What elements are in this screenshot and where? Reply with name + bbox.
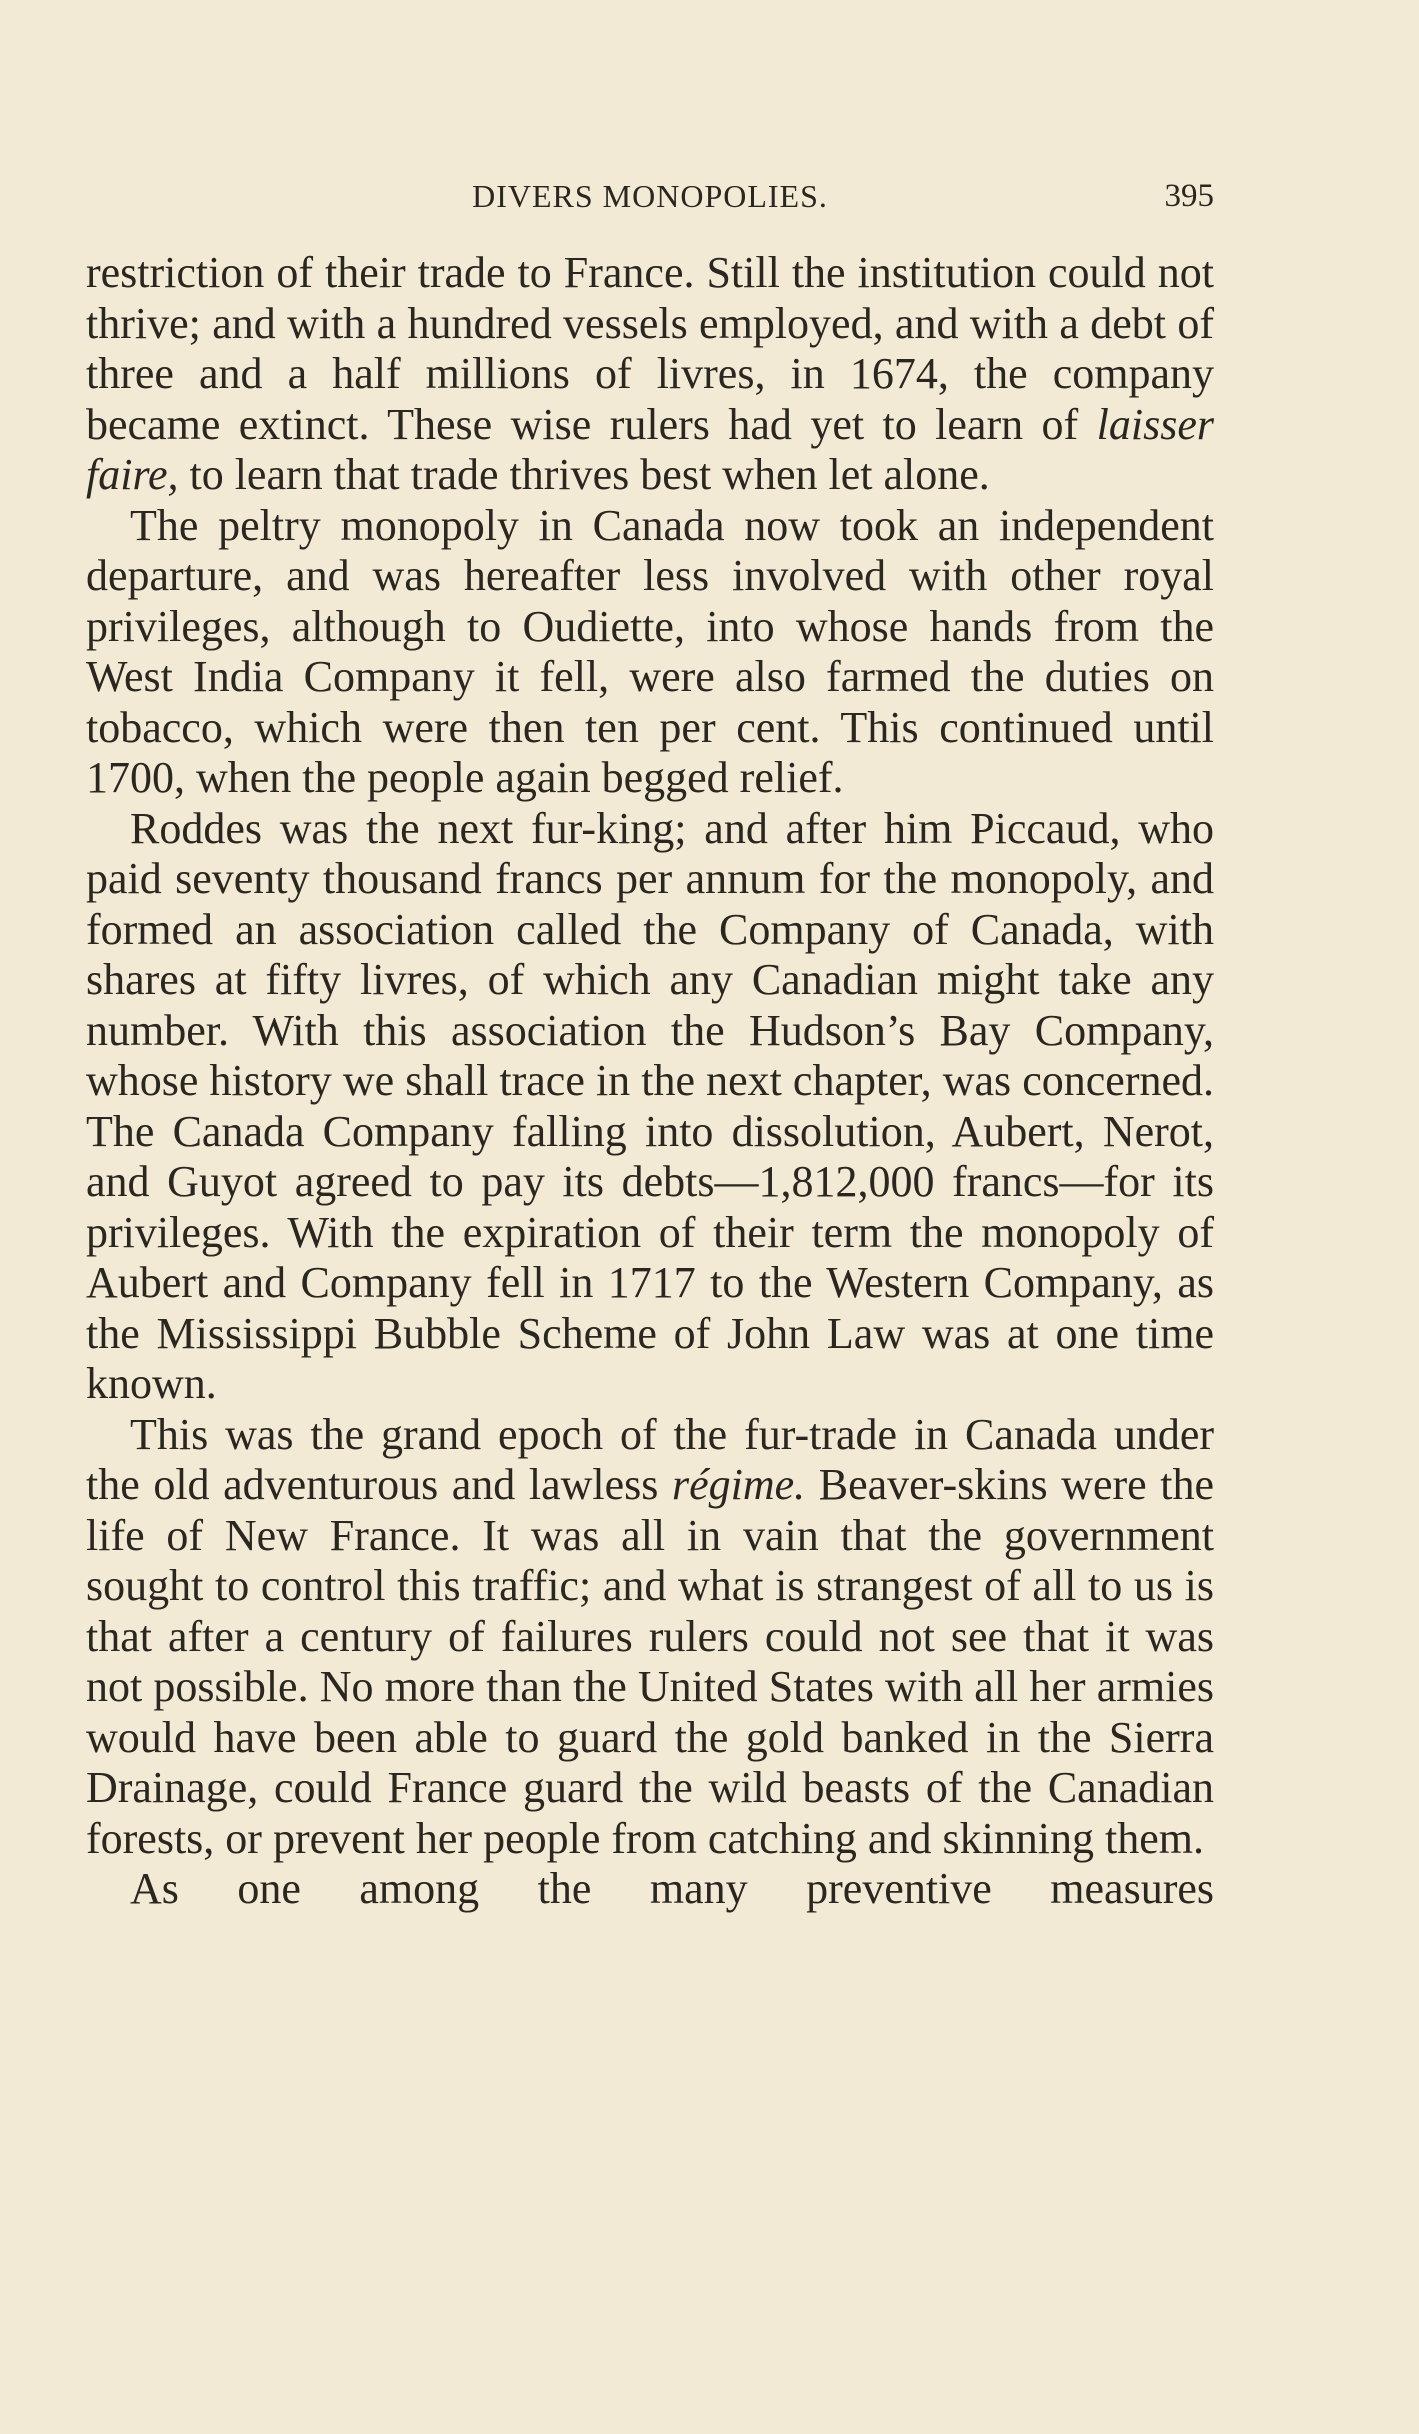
paragraph-1-text-end: to learn that trade thrives best when let alone. [178, 450, 990, 499]
paragraph-4-italic-term: régime. [672, 1460, 806, 1509]
paragraph-5: As one among the many preventive measures [130, 1864, 1214, 1913]
paragraph-4 [86, 1410, 1214, 1865]
paragraph-1 [86, 248, 1214, 501]
paragraph-4-text-end: Beaver-skins were the life of New France. It was all in vain that the government sought to control this traffic; and what is strangest of all to us is that after a century of failures rulers could not see that it was not possible. No more than the United States with all her armies would have been able to guard the gold banked in the Sierra Drainage, could France guard the wild beasts of the Canadian forests, or prevent her people from catching and skinning them. [86, 1460, 1214, 1863]
page-number: 395 [1164, 178, 1214, 214]
paragraph-1-text-start: restriction of their trade to France. Still the institution could not thrive; and with a hundred vessels employed, and with a debt of three and a half millions of livres, in 1674, the company became extinct. These wise rulers had yet to learn of [86, 248, 1214, 449]
paragraph-2: The peltry monopoly in Canada now took an independent departure, and was hereafter less involved with other royal privileges, although to Oudiette, into whose hands from the West India Company it fell, were also farmed the duties on tobacco, which were then ten per cent. This continued until 1700, when the people again begged relief. [86, 500, 1214, 802]
body-text [86, 248, 1214, 1915]
paragraph-4-text-start: This was the grand epoch of the fur-trade in Canada under the old adventurous and lawless [86, 1409, 1214, 1509]
paragraph-3: Roddes was the next fur-king; and after him Piccaud, who paid seventy thousand francs per annum for the monopoly, and formed an association called the Company of Canada, with shares at fifty livres, of which any Canadian might take any number. With this association the Hudson’s Bay Company, whose history we shall trace in the next chapter, was concerned. The Canada Company falling into dissolution, Aubert, Nerot, and Guyot agreed to pay its debts—1,812,000 francs—for its privileges. With the expiration of their term the monopoly of Aubert and Company fell in 1717 to the Western Company, as the Mississippi Bubble Scheme of John Law was at one time known. [86, 803, 1214, 1408]
page-header [86, 172, 1214, 220]
running-title: DIVERS MONOPOLIES. [472, 178, 828, 214]
paragraph-1-italic-term: laisser faire, [86, 399, 1214, 499]
